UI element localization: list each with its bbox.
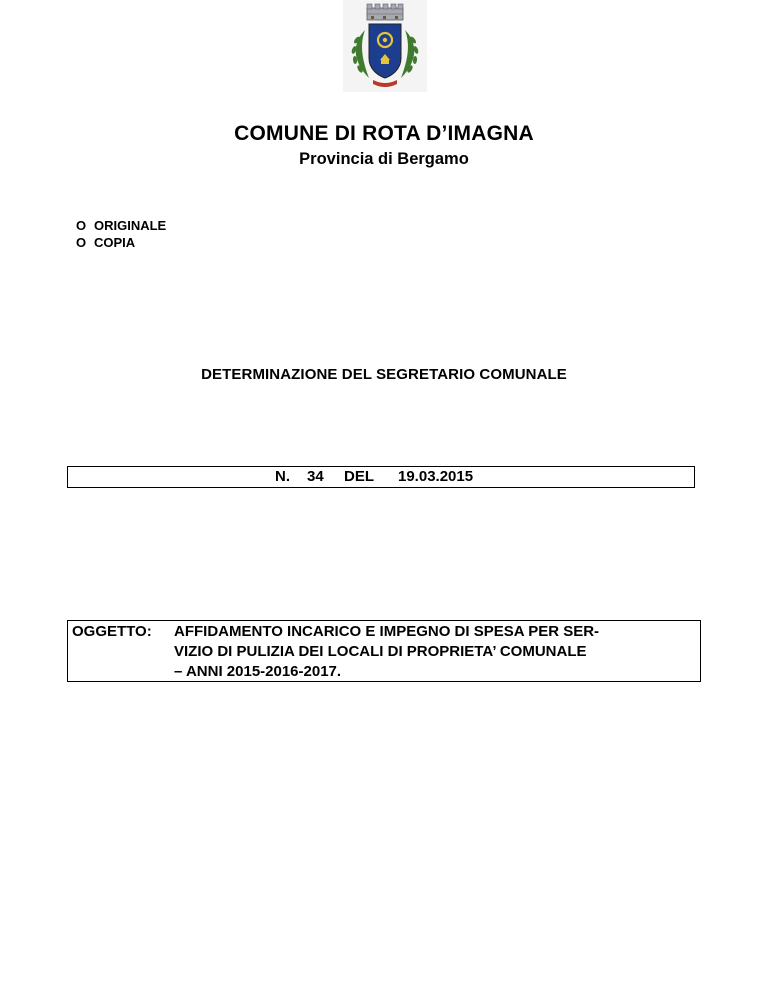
number-label: N. xyxy=(275,468,290,485)
subject-label: OGGETTO: xyxy=(72,623,152,640)
checkbox-mark: O xyxy=(76,218,87,233)
municipal-coat-of-arms-emblem xyxy=(343,0,427,92)
document-date: 19.03.2015 xyxy=(398,468,474,485)
document-number-box xyxy=(67,466,695,488)
municipality-title: COMUNE DI ROTA D’IMAGNA xyxy=(234,122,534,145)
document-number: 34 xyxy=(307,468,324,485)
shield-icon xyxy=(369,24,401,78)
date-label: DEL xyxy=(344,468,374,485)
document-type-heading: DETERMINAZIONE DEL SEGRETARIO COMUNALE xyxy=(201,366,567,383)
province-subtitle: Provincia di Bergamo xyxy=(299,150,469,168)
status-option-label: ORIGINALE xyxy=(94,218,167,233)
copy-status-list xyxy=(76,217,166,251)
subject-line: VIZIO DI PULIZIA DEI LOCALI DI PROPRIETA’ COMUNALE xyxy=(174,643,587,660)
checkbox-mark: O xyxy=(76,235,87,250)
subject-line: – ANNI 2015-2016-2017. xyxy=(174,663,342,680)
status-option-copy xyxy=(76,234,166,251)
subject-text xyxy=(174,622,696,682)
status-option-original xyxy=(76,217,166,234)
subject-box xyxy=(67,620,701,682)
subject-line: AFFIDAMENTO INCARICO E IMPEGNO DI SPESA PER SER- xyxy=(174,623,600,640)
status-option-label: COPIA xyxy=(94,235,136,250)
